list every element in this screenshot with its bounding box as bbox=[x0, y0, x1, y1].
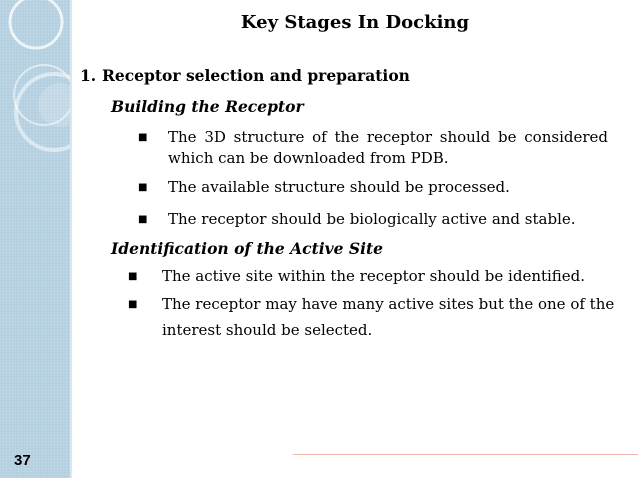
bullet-square-icon: ■ bbox=[128, 299, 138, 310]
section-heading-text: Receptor selection and preparation bbox=[102, 66, 410, 85]
section-heading bbox=[80, 66, 410, 85]
bullet-square-icon: ■ bbox=[128, 271, 138, 282]
subsection-heading-active-site: Identification of the Active Site bbox=[111, 239, 384, 258]
decorative-circles-graphic bbox=[0, 0, 70, 478]
bullet-text-line: The receptor may have many active sites but the one of the bbox=[162, 295, 615, 313]
footer-divider bbox=[293, 454, 638, 455]
bullet-text-line: The available structure should be processed. bbox=[168, 178, 510, 196]
bullet-item bbox=[138, 177, 608, 198]
bullet-item bbox=[128, 294, 618, 341]
bullet-text-line: The active site within the receptor should be identified. bbox=[162, 267, 586, 285]
bullet-text-line: interest should be selected. bbox=[162, 321, 373, 339]
slide-number: 37 bbox=[14, 452, 31, 469]
decorative-side-band bbox=[0, 0, 70, 478]
bullet-text-line: The receptor should be biologically active and stable. bbox=[168, 210, 576, 228]
bullet-text-line: which can be downloaded from PDB. bbox=[168, 149, 449, 167]
bullet-text-line: The 3D structure of the receptor should be considered bbox=[168, 128, 608, 146]
slide-title: Key Stages In Docking bbox=[240, 12, 470, 33]
bullet-item bbox=[138, 127, 608, 169]
subsection-heading-building-receptor: Building the Receptor bbox=[111, 97, 304, 116]
bullet-square-icon: ■ bbox=[138, 132, 148, 143]
bullet-square-icon: ■ bbox=[138, 182, 148, 193]
section-number: 1. bbox=[80, 66, 97, 85]
bullet-square-icon: ■ bbox=[138, 214, 148, 225]
band-edge-line bbox=[70, 0, 72, 478]
bullet-item bbox=[138, 209, 608, 230]
bullet-item bbox=[128, 266, 618, 287]
